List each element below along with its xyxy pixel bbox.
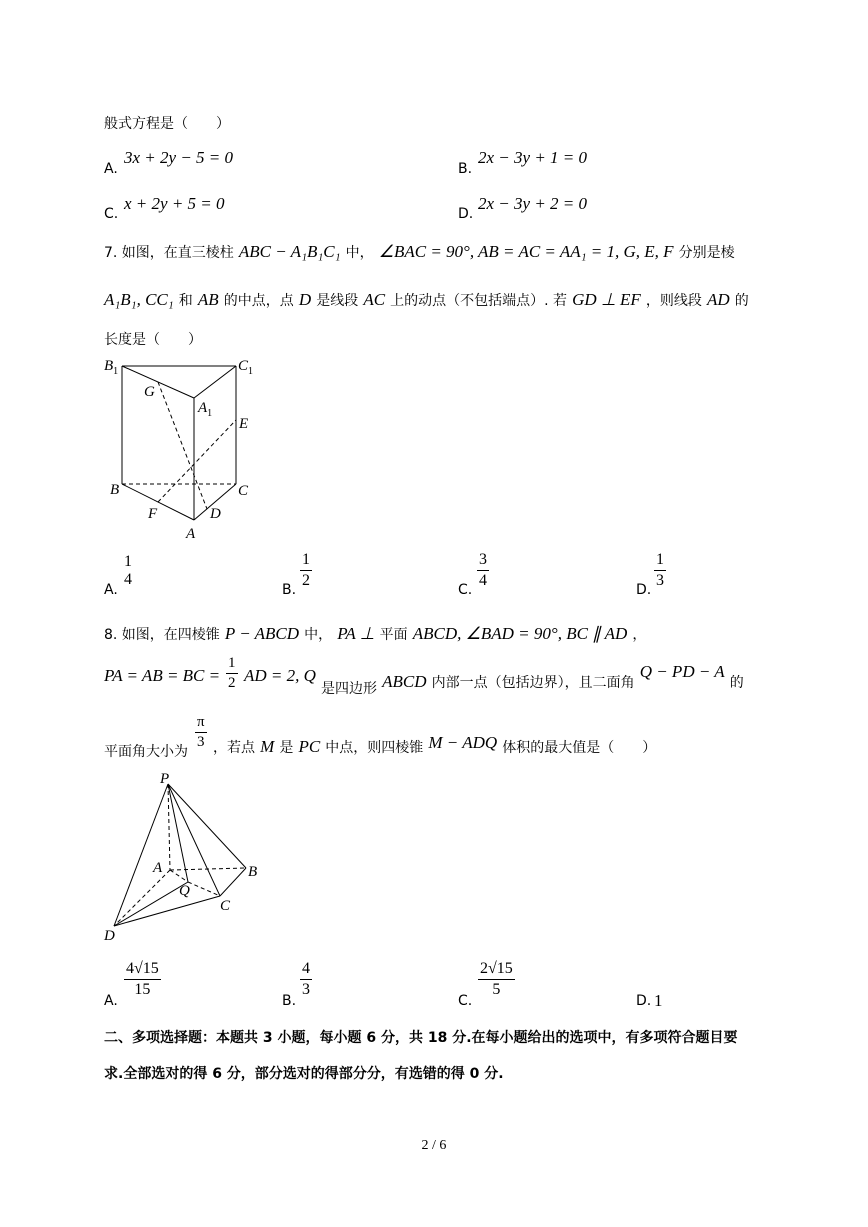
segment-fe <box>158 420 236 502</box>
edge-cb <box>220 868 246 896</box>
q7-line3: 长度是（ ） <box>104 332 202 348</box>
q8-math-3: ABCD, ∠BAD = 90°, BC ∥ AD <box>412 624 628 643</box>
q8-option-d-letter: D. <box>636 993 652 1009</box>
q6-option-c-letter: C. <box>104 206 119 222</box>
label-c: C <box>238 483 249 499</box>
q8-l3-text-5: 体积的最大值是（ ） <box>502 740 657 756</box>
q8-option-d: 1 <box>654 991 663 1010</box>
label-b: B <box>248 864 258 880</box>
q8-l3-text-3: 是 <box>279 740 294 756</box>
q8-math-1: P − ABCD <box>224 624 300 643</box>
q8-l3-frac-num: π <box>197 714 205 730</box>
q8-l2-math-3: Q − PD − A <box>639 662 725 681</box>
label-q: Q <box>179 883 190 899</box>
edge-a1c1 <box>194 366 236 398</box>
q8-text-2: 平面 <box>379 627 408 643</box>
q8-option-c-fraction <box>478 960 515 999</box>
q8-l3-math-3: M − ADQ <box>428 733 498 752</box>
q8-option-c-num: 2√15 <box>480 960 513 977</box>
q8-number: 8. 如图，在四棱锥 <box>104 627 220 643</box>
q8-option-b-den: 3 <box>302 981 310 998</box>
label-e: E <box>239 416 249 432</box>
q7-option-d-fraction <box>654 551 666 590</box>
q7-option-c-fraction <box>477 551 489 590</box>
q7-option-a-den: 4 <box>124 571 132 588</box>
q7-option-a-fraction <box>122 553 134 589</box>
q8-l2-math-1b: AD = 2, Q <box>244 666 316 685</box>
label-c1: $C_1$ <box>238 358 254 377</box>
edge-pa-hidden <box>168 784 170 870</box>
label-a1: $A_1$ <box>198 400 213 419</box>
q7-option-d-letter: D. <box>636 582 652 598</box>
q6-option-c: x + 2y + 5 = 0 <box>124 194 225 213</box>
q6-option-d: 2x − 3y + 2 = 0 <box>478 194 588 213</box>
q8-l3-text-1: 平面角大小为 <box>104 744 188 760</box>
q7-text-7: ，则线段 <box>645 293 702 309</box>
q7-option-d-num: 1 <box>656 551 664 568</box>
q8-l2-text-3: 的 <box>729 675 744 691</box>
q7-option-c-den: 4 <box>479 572 487 589</box>
label-a: A <box>186 526 196 542</box>
q7-line1 <box>104 242 735 262</box>
q8-l3-fraction <box>195 714 207 751</box>
q8-l3-text-4: 中点，则四棱锥 <box>325 740 424 756</box>
q6-option-b-letter: B. <box>458 161 473 177</box>
q7-text-4: 的中点，点 <box>223 293 294 309</box>
q8-option-a-den: 15 <box>134 981 151 998</box>
q6-option-a: 3x + 2y − 5 = 0 <box>124 148 234 167</box>
q8-l2-text-1: 是四边形 <box>321 681 378 697</box>
edge-qc-hidden <box>188 882 220 896</box>
q8-option-c-letter: C. <box>458 993 473 1009</box>
edge-pc <box>168 784 220 896</box>
q6-stem-tail: 般式方程是（ ） <box>104 116 230 132</box>
edge-dc <box>114 896 220 926</box>
q8-option-b-fraction <box>300 960 312 999</box>
q8-option-b-num: 4 <box>302 960 310 977</box>
q7-math-3: A₁B₁, CC₁ <box>104 290 174 309</box>
q7-option-d-den: 3 <box>656 572 664 589</box>
q7-math-1: ABC − A₁B₁C₁ <box>238 242 341 261</box>
q7-prism-figure <box>100 352 270 542</box>
q8-math-2: PA ⊥ <box>337 624 375 643</box>
q7-option-b-fraction <box>300 551 312 590</box>
q7-math-6: AC <box>363 290 386 309</box>
label-f: F <box>148 506 158 522</box>
q8-text-1: 中， <box>304 627 333 643</box>
q7-option-b-den: 2 <box>302 572 310 589</box>
q7-option-b-letter: B. <box>282 582 297 598</box>
q8-l3-math-1: M <box>260 737 275 756</box>
label-p: P <box>160 771 170 787</box>
q8-l2-text-2: 内部一点（包括边界），且二面角 <box>431 675 635 691</box>
label-d: D <box>104 928 115 944</box>
q7-text-6: 上的动点（不包括端点）. 若 <box>390 293 568 309</box>
q6-option-b: 2x − 3y + 1 = 0 <box>478 148 588 167</box>
q8-option-a-letter: A. <box>104 993 118 1009</box>
edge-pq <box>168 784 188 882</box>
q8-option-a-fraction <box>124 960 161 999</box>
q7-math-4: AB <box>197 290 219 309</box>
q8-text-3: ， <box>632 627 647 643</box>
edge-aq-hidden <box>170 870 188 882</box>
q8-l2-frac-den: 2 <box>228 675 236 691</box>
edge-pd <box>114 784 168 926</box>
q8-l3-frac-den: 3 <box>197 734 205 750</box>
q8-option-b-letter: B. <box>282 993 297 1009</box>
edge-pb <box>168 784 246 868</box>
q7-math-2: ∠BAC = 90°, AB = AC = AA₁ = 1, G, E, F <box>378 242 674 261</box>
q8-option-c-den: 5 <box>492 981 501 998</box>
q7-text-8: 的 <box>734 293 749 309</box>
q7-line2 <box>104 290 749 310</box>
q7-option-a-letter: A. <box>104 582 118 598</box>
q8-l2-frac-num: 1 <box>228 655 236 671</box>
q8-line3 <box>213 733 657 757</box>
label-a: A <box>153 860 163 876</box>
q7-math-7: GD ⊥ EF <box>572 290 641 309</box>
q7-option-a-num: 1 <box>124 553 132 570</box>
q8-l2-fraction <box>226 655 238 692</box>
q8-l3-math-2: PC <box>298 737 321 756</box>
q7-text-2: 分别是棱 <box>678 245 735 261</box>
q6-option-d-letter: D. <box>458 206 474 222</box>
q8-pyramid-figure <box>98 768 273 948</box>
q8-line1 <box>104 624 646 644</box>
section2-line1: 二、多项选择题：本题共 3 小题，每小题 6 分，共 18 分.在每小题给出的选项中，有多项符合题目要 <box>104 1030 738 1046</box>
q8-l3-text-2: ，若点 <box>213 740 255 756</box>
q7-number: 7. 如图，在直三棱柱 <box>104 245 234 261</box>
label-b1: $B_1$ <box>104 358 119 377</box>
q7-text-3: 和 <box>178 293 193 309</box>
label-c: C <box>220 898 231 914</box>
q7-option-c-num: 3 <box>479 551 487 568</box>
q8-l2-math-1a: PA = AB = BC = <box>104 666 221 685</box>
q7-math-8: AD <box>706 290 730 309</box>
q7-option-b-num: 1 <box>302 551 310 568</box>
q7-text-5: 是线段 <box>316 293 359 309</box>
label-d: D <box>210 506 221 522</box>
q8-l2-math-2: ABCD <box>382 672 427 691</box>
q7-option-c-letter: C. <box>458 582 473 598</box>
edge-qd <box>114 882 188 926</box>
page-number: 2 / 6 <box>421 1138 447 1153</box>
q7-text-1: 中， <box>345 245 374 261</box>
q6-option-a-letter: A. <box>104 161 118 177</box>
label-b: B <box>110 482 120 498</box>
q8-option-a-num: 4√15 <box>126 960 159 977</box>
q7-math-5: D <box>298 290 312 309</box>
label-g: G <box>144 384 155 400</box>
q8-line2 <box>244 662 744 697</box>
section2-line2: 求.全部选对的得 6 分，部分选对的得部分分，有选错的得 0 分. <box>104 1066 504 1082</box>
